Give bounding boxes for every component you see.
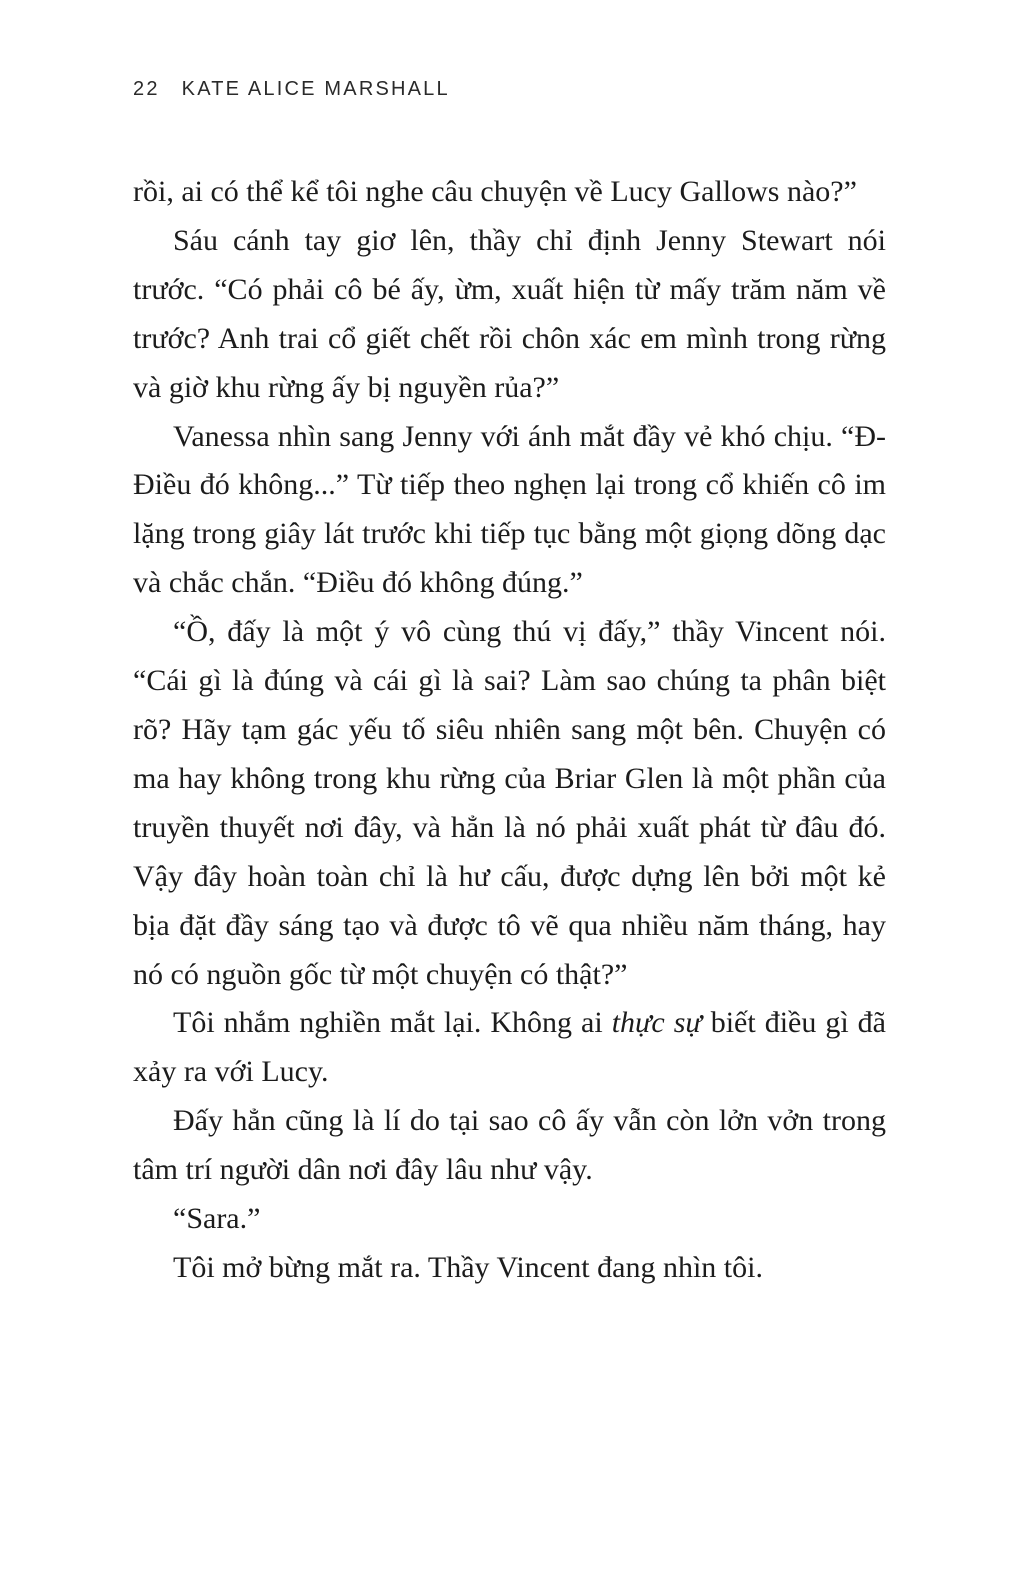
author-name: KATE ALICE MARSHALL — [181, 78, 450, 100]
thought-before: Tôi nhắm nghiền mắt lại. Không ai — [173, 1006, 612, 1040]
paragraph-eyes-open: Tôi mở bừng mắt ra. Thầy Vincent đang nhìn tôi. — [173, 1250, 763, 1284]
running-head — [133, 78, 450, 101]
paragraph-narrator-thought — [133, 999, 886, 1097]
thought-emphasis: thực sự — [611, 1006, 702, 1040]
paragraph-sara-call: “Sara.” — [173, 1202, 261, 1236]
body-text — [133, 168, 886, 1293]
thought-after: biết điều gì đã xảy ra với Lucy. — [133, 1006, 886, 1089]
page-number: 22 — [133, 78, 160, 100]
paragraph-jenny-answer: Sáu cánh tay giơ lên, thầy chỉ định Jenny Stewart nói trước. “Có phải cô bé ấy, ừm, xuất hiện từ mấy trăm năm về trước? Anh trai cổ giết chết rồi chôn xác em mình trong rừng và giờ khu rừng ấy bị nguyền rủa?” — [133, 223, 886, 404]
paragraph-lucy-reason: Đấy hẳn cũng là lí do tại sao cô ấy vẫn còn lởn vởn trong tâm trí người dân nơi đây lâu như vậy. — [133, 1104, 886, 1187]
paragraph-vincent-speech: “Ồ, đấy là một ý vô cùng thú vị đấy,” thầy Vincent nói. “Cái gì là đúng và cái gì là sai? Làm sao chúng ta phân biệt rõ? Hãy tạm gác yếu tố siêu nhiên sang một bên. Chuyện có ma hay không trong khu rừng của Briar Glen là một phần của truyền thuyết nơi đây, và hẳn là nó phải xuất phát từ đâu đó. Vậy đây hoàn toàn chỉ là hư cấu, được dựng lên bởi một kẻ bịa đặt đầy sáng tạo và được tô vẽ qua nhiều năm tháng, hay nó có nguồn gốc từ một chuyện có thật?” — [133, 615, 886, 991]
paragraph-continued: rồi, ai có thể kể tôi nghe câu chuyện về Lucy Gallows nào?” — [133, 175, 857, 208]
paragraph-vanessa-reply: Vanessa nhìn sang Jenny với ánh mắt đầy vẻ khó chịu. “Đ-Điều đó không...” Từ tiếp theo nghẹn lại trong cổ khiến cô im lặng trong giây lát trước khi tiếp tục bằng một giọng dõng dạc và chắc chắn. “Điều đó không đúng.” — [133, 419, 886, 600]
